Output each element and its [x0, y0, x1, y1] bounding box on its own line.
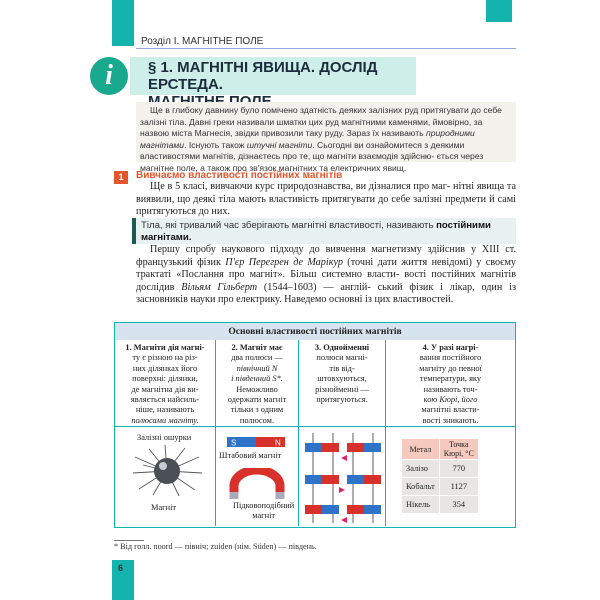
- title-line-1: § 1. МАГНІТНІ ЯВИЩА. ДОСЛІД ЕРСТЕДА.: [148, 59, 378, 93]
- text-line: Ще в 5 класі, вивчаючи курс природознавства, ви дізналися про маг-: [150, 181, 451, 192]
- intro-term: штучні магніти: [246, 139, 313, 150]
- text-line: тів від-: [329, 363, 355, 373]
- intro-line: ється через магнітне поле, а також про зв'язок магнітних та електричних явищ.: [140, 151, 484, 173]
- page-number: 6: [118, 563, 124, 573]
- intro-text: [140, 105, 512, 174]
- text-line: вання постійного: [419, 353, 482, 363]
- bar-magnet-image: [227, 436, 285, 448]
- intro-box: [136, 102, 516, 173]
- text-line: являється найсиль-: [130, 395, 200, 405]
- curie-value: 770: [439, 460, 478, 478]
- page-title: [130, 57, 416, 95]
- intro-line: з деякими властивостями магнітів, дізнаєтесь про те, що магніти взаємодія здійсню-: [140, 139, 465, 161]
- intro-line: до себе залізні тіла. Давні греки називали шматки цих руд магнітними каменями,: [140, 105, 502, 127]
- person-name: Вільям Гільберт: [181, 281, 258, 293]
- text-line: невідомі) у своєму трактаті «Послання про магніт». Більш системно власти-: [136, 256, 516, 281]
- curie-header-row: [402, 439, 479, 460]
- text-line: два полюси —: [231, 353, 283, 363]
- intro-term: природними магнітами: [140, 128, 475, 150]
- text-line: до себе залізні предмети й самі притягуються до них.: [136, 193, 517, 218]
- text-line: притягуються.: [316, 395, 368, 405]
- subsection-number: 1: [114, 171, 128, 184]
- caption-bar-magnet: Штабовий магніт: [219, 451, 282, 460]
- text-line: температури, яку: [419, 374, 482, 384]
- caption-iron-filings: Залізні ошурки: [137, 433, 192, 442]
- text-line: кою Кюрі, його: [423, 395, 478, 405]
- curie-value: 354: [439, 496, 478, 514]
- text-line: основні із цих властивостей.: [329, 294, 454, 306]
- text-line: (точні дати життя: [342, 256, 428, 268]
- text-line: штовхуються,: [317, 374, 367, 384]
- text-line: магнітні власти-: [421, 405, 480, 415]
- curie-point-table: [401, 438, 479, 514]
- magnet-with-filings-image: [129, 443, 205, 499]
- text-line: тільки з одним: [230, 405, 284, 415]
- text-line: полюси магні-: [316, 353, 368, 363]
- text-line: полюсом.: [239, 415, 275, 425]
- curie-metal: Нікель: [402, 496, 440, 514]
- text-line: (1544–1603) — англій-: [257, 281, 371, 293]
- caption-horseshoe-magnet: [233, 501, 294, 521]
- top-left-bar: [112, 0, 134, 46]
- section-header: Розділ I. МАГНІТНЕ ПОЛЕ: [141, 36, 264, 47]
- caption-line: магніт: [252, 511, 276, 520]
- text-line: ту є різною на різ-: [132, 353, 198, 363]
- text-line: називають точ-: [423, 384, 478, 394]
- paragraph-2: [136, 244, 516, 307]
- text-line: них ділянках його: [132, 363, 198, 373]
- caption-line: Підковоподібний: [233, 501, 295, 510]
- text-line: у XIII ст. французький фізик: [136, 244, 517, 268]
- text-line: нітні явища та виявили, що деякі тіла мають властивість притягувати: [136, 181, 517, 205]
- text-line: де магнітна дія ви-: [131, 384, 199, 394]
- text-line: різнойменні —: [315, 384, 369, 394]
- caption-magnet: Магніт: [151, 503, 177, 512]
- intro-line: . Сьогодні ви ознайомитеся: [312, 139, 422, 150]
- paragraph-1: [136, 181, 516, 219]
- curie-metal: Залізо: [402, 460, 440, 478]
- property-4: [388, 343, 513, 426]
- text-line: Неможливо: [236, 384, 278, 394]
- info-icon: i: [90, 57, 128, 95]
- column-divider: [298, 340, 299, 526]
- curie-header-point: [439, 439, 478, 460]
- table-row: [402, 460, 479, 478]
- table-row: [402, 478, 479, 496]
- definition-box: [132, 218, 516, 244]
- text-line: 2. Магніт має: [231, 343, 283, 352]
- text-line: Першу спробу наукового підходу до вивчення магнетизму здійснив: [150, 244, 466, 255]
- intro-line: ймовірно, за назвою міста Магнесія, звідки привозили таку руду. Зараз їх називають: [140, 116, 483, 138]
- definition-text: Тіла, які тривалий час зберігають магнітні властивості, називають: [141, 220, 437, 231]
- definition-term: постійними: [436, 220, 491, 231]
- text-line: одержати магніт: [227, 395, 287, 405]
- pole-s-label: S: [231, 438, 237, 448]
- property-3: [301, 343, 383, 405]
- column-divider: [385, 340, 386, 526]
- definition-term: магнітами.: [141, 231, 192, 243]
- text-line: вості зникають.: [422, 415, 479, 425]
- footnote-rule: [114, 540, 144, 541]
- property-1: [117, 343, 213, 426]
- pole-n-label: N: [275, 438, 281, 448]
- intro-line: . Існують також: [184, 139, 247, 150]
- horseshoe-magnet-image: [228, 468, 286, 500]
- person-name: П'єр Перегрен де Марікур: [225, 256, 343, 268]
- text-line: 1. Магніти дія магні-: [125, 343, 205, 352]
- subsection-title: Вивчаємо властивості постійних магнітів: [136, 170, 343, 181]
- text-line: 3. Однойменні: [314, 343, 370, 352]
- text-line: 4. У разі нагрі-: [422, 343, 479, 352]
- text-line: поверхні: ділянки,: [132, 374, 198, 384]
- text-line: ський фізик і лікар, один із засновників науки про електрику. Наведемо: [136, 281, 516, 306]
- top-right-bar: [486, 0, 512, 22]
- footnote: * Від голл. noord — північ; zuiden (нім. Süden) — південь.: [114, 542, 317, 551]
- text-line: північний N: [236, 363, 278, 373]
- column-divider: [215, 340, 216, 526]
- pole-interaction-image: [303, 433, 383, 525]
- table-title: Основні властивості постійних магнітів: [115, 323, 515, 340]
- curie-header-line: Точка: [449, 440, 469, 449]
- intro-line: Ще в глибоку давнину було помічено здатність деяких залізних руд притягувати: [150, 105, 469, 115]
- text-line: полюсами магніту.: [131, 415, 199, 425]
- properties-table: [114, 322, 516, 528]
- curie-metal: Кобальт: [402, 478, 440, 496]
- curie-header-line: Кюрі, °С: [443, 449, 474, 458]
- curie-value: 1127: [439, 478, 478, 496]
- text-line: магніту до певної: [419, 363, 482, 373]
- property-2: [218, 343, 296, 426]
- text-line: ніше, називають: [135, 405, 195, 415]
- text-line: і південний S*.: [231, 374, 283, 384]
- curie-header-metal: Метал: [402, 439, 440, 460]
- header-rule: [136, 48, 516, 49]
- text-line: вості постійних магнітів дослідив: [136, 269, 517, 293]
- table-row: [402, 496, 479, 514]
